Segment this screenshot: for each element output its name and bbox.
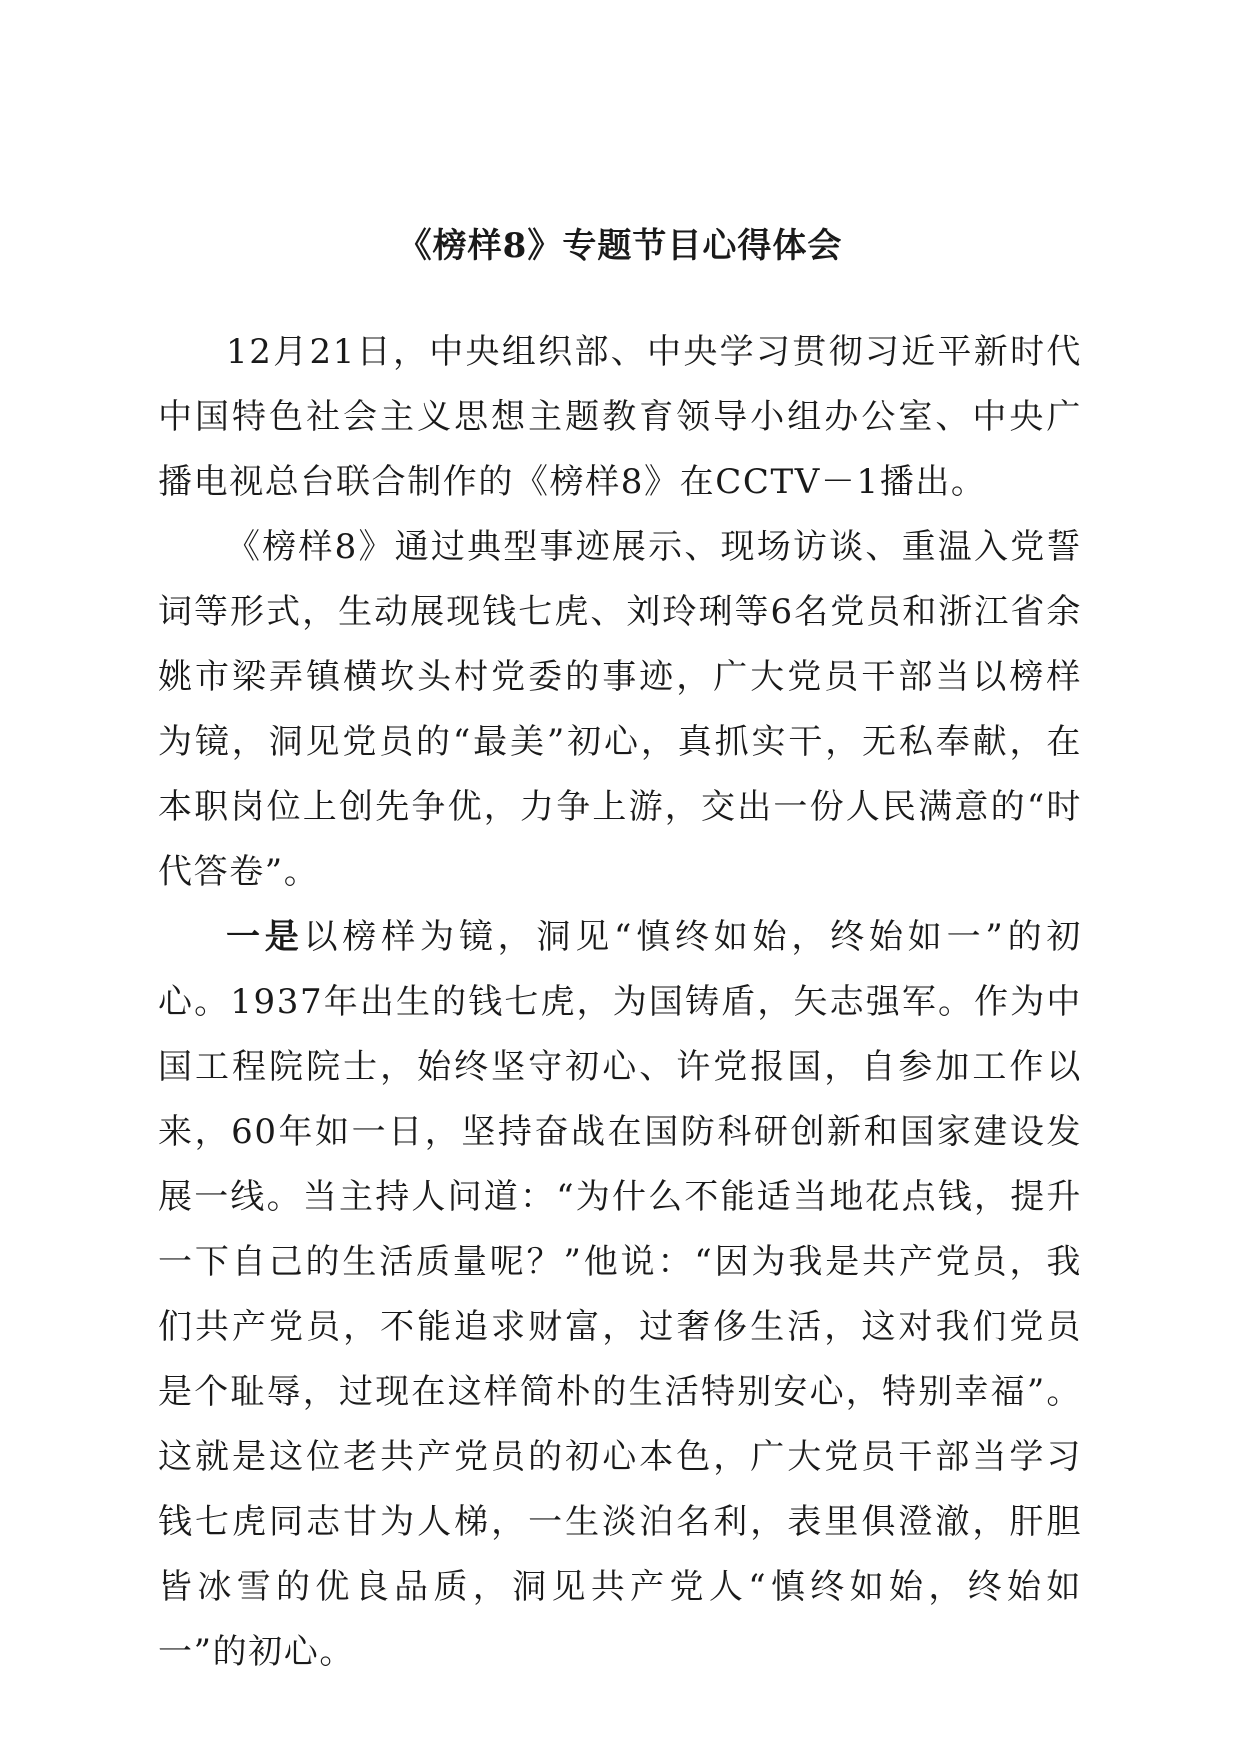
paragraph-2 [158, 515, 1082, 905]
document-body [158, 320, 1082, 1685]
paragraph-2-text: 《榜样8》通过典型事迹展示、现场访谈、重温入党誓词等形式，生动展现钱七虎、刘玲琍等6名党员和浙江省余姚市梁弄镇横坎头村党委的事迹，广大党员干部当以榜样为镜，洞见党员的“最美”初心，真抓实干，无私奉献，在本职岗位上创先争优，力争上游，交出一份人民满意的“时代答卷”。 [158, 527, 1082, 892]
paragraph-3-text: 以榜样为镜，洞见“慎终如始，终始如一”的初心。1937年出生的钱七虎，为国铸盾，矢志强军。作为中国工程院院士，始终坚守初心、许党报国，自参加工作以来，60年如一日，坚持奋战在国防科研创新和国家建设发展一线。当主持人问道：“为什么不能适当地花点钱，提升一下自己的生活质量呢？”他说：“因为我是共产党员，我们共产党员，不能追求财富，过奢侈生活，这对我们党员是个耻辱，过现在这样简朴的生活特别安心，特别幸福”。这就是这位老共产党员的初心本色，广大党员干部当学习钱七虎同志甘为人梯，一生淡泊名利，表里俱澄澈，肝胆皆冰雪的优良品质，洞见共产党人“慎终如始，终始如一”的初心。 [158, 917, 1082, 1672]
page-title: 《榜样8》专题节目心得体会 [397, 226, 843, 266]
paragraph-3 [158, 905, 1082, 1685]
paragraph-1-text: 12月21日，中央组织部、中央学习贯彻习近平新时代中国特色社会主义思想主题教育领导小组办公室、中央广播电视总台联合制作的《榜样8》在CCTV－1播出。 [158, 332, 1082, 502]
paragraph-1 [158, 320, 1082, 515]
paragraph-3-lead: 一是 [226, 917, 304, 957]
